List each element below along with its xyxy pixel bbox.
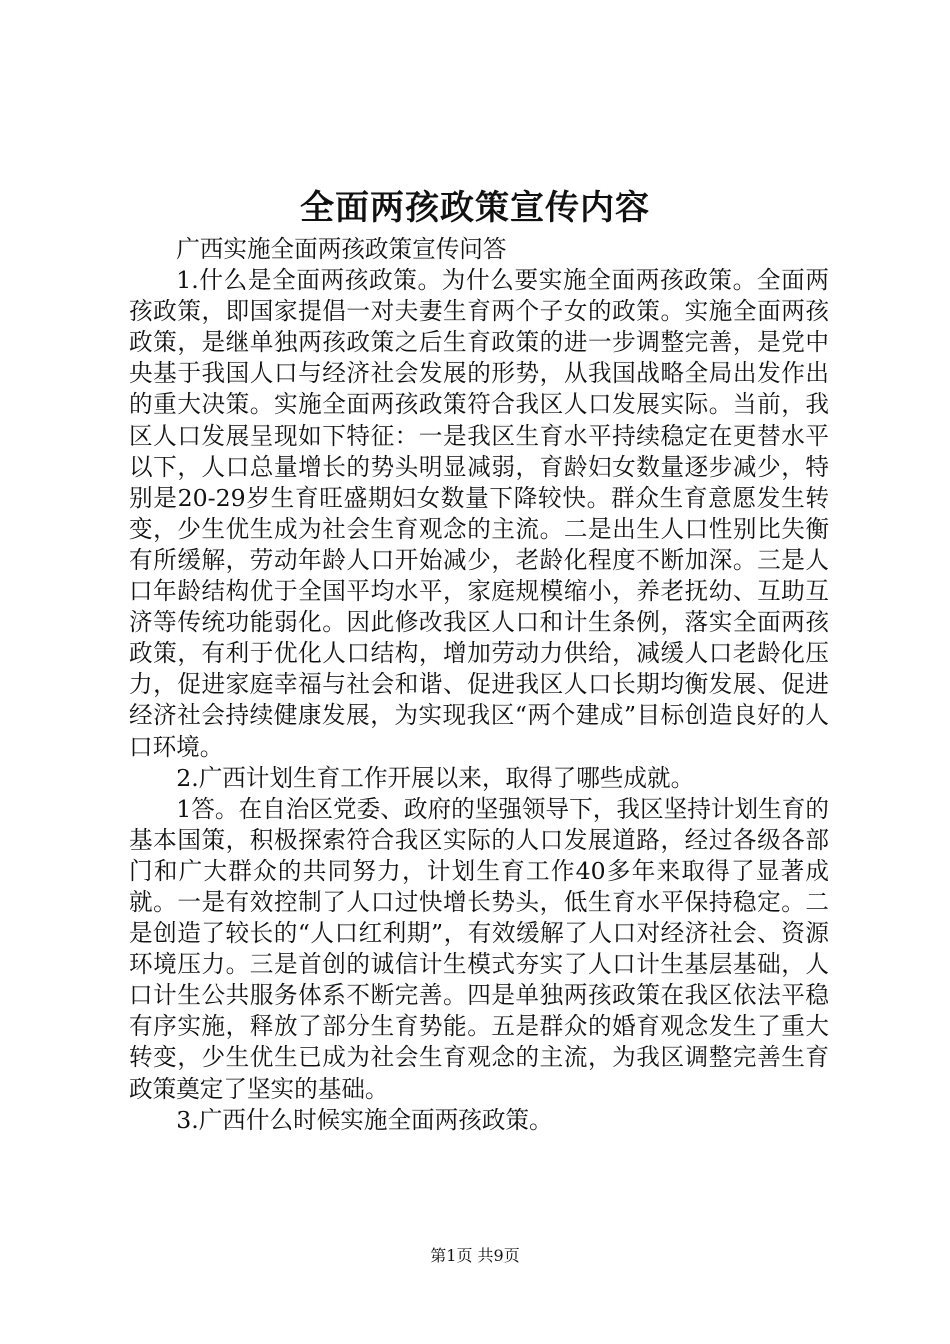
document-title: 全面两孩政策宣传内容 bbox=[300, 188, 650, 228]
document-body bbox=[129, 234, 829, 1136]
paragraph-question-1: 1.什么是全面两孩政策。为什么要实施全面两孩政策。全面两孩政策，即国家提倡一对夫妻生育两个子女的政策。实施全面两孩政策，是继单独两孩政策之后生育政策的进一步调整完善，是党中央基于我国人口与经济社会发展的形势，从我国战略全局出发作出的重大决策。实施全面两孩政策符合我区人口发展实际。当前，我区人口发展呈现如下特征：一是我区生育水平持续稳定在更替水平以下，人口总量增长的势头明显减弱，育龄妇女数量逐步减少，特别是20-29岁生育旺盛期妇女数量下降较快。群众生育意愿发生转变，少生优生成为社会生育观念的主流。二是出生人口性别比失衡有所缓解，劳动年龄人口开始减少，老龄化程度不断加深。三是人口年龄结构优于全国平均水平，家庭规模缩小，养老抚幼、互助互济等传统功能弱化。因此修改我区人口和计生条例，落实全面两孩政策，有利于优化人口结构，增加劳动力供给，减缓人口老龄化压力，促进家庭幸福与社会和谐、促进我区人口长期均衡发展、促进经济社会持续健康发展，为实现我区“两个建成”目标创造良好的人口环境。 bbox=[129, 266, 829, 761]
page-footer: 第1页 共9页 bbox=[430, 1246, 520, 1265]
paragraph-answer-2: 1答。在自治区党委、政府的坚强领导下，我区坚持计划生育的基本国策，积极探索符合我区实际的人口发展道路，经过各级各部门和广大群众的共同努力，计划生育工作40多年来取得了显著成就。一是有效控制了人口过快增长势头，低生育水平保持稳定。二是创造了较长的“人口红利期”，有效缓解了人口对经济社会、资源环境压力。三是首创的诚信计生模式夯实了人口计生基层基础，人口计生公共服务体系不断完善。四是单独两孩政策在我区依法平稳有序实施，释放了部分生育势能。五是群众的婚育观念发生了重大转变，少生优生已成为社会生育观念的主流，为我区调整完善生育政策奠定了坚实的基础。 bbox=[129, 794, 829, 1103]
paragraph-question-2: 2.广西计划生育工作开展以来，取得了哪些成就。 bbox=[176, 763, 695, 792]
paragraph-subtitle: 广西实施全面两孩政策宣传问答 bbox=[176, 235, 507, 263]
paragraph-question-3: 3.广西什么时候实施全面两孩政策。 bbox=[176, 1105, 553, 1134]
